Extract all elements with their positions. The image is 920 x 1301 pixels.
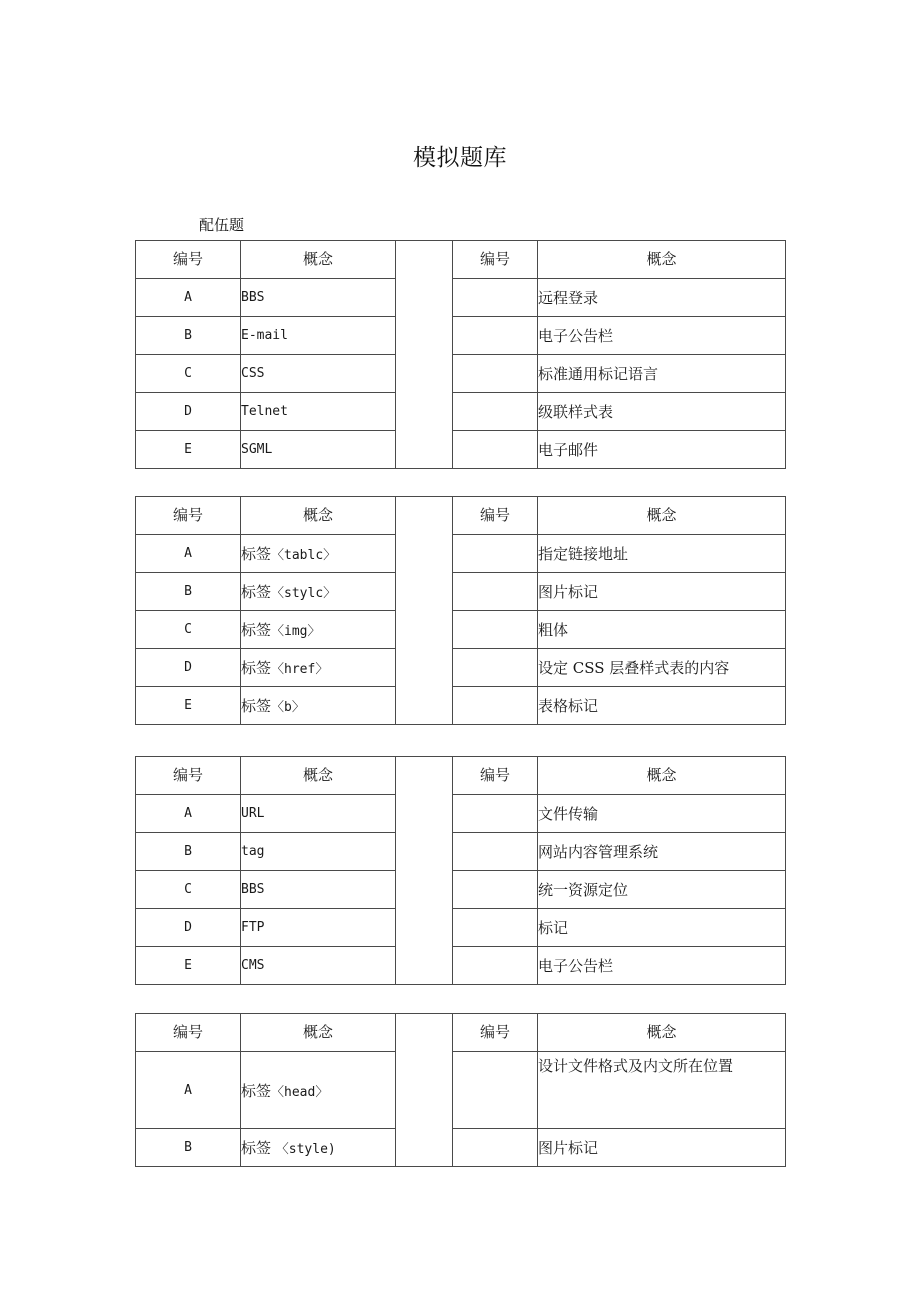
table-header-row	[136, 757, 786, 795]
matching-table-4	[135, 1013, 785, 1167]
header-right-concept: 概念	[538, 757, 786, 795]
header-right-id: 编号	[453, 1014, 538, 1052]
row-answer-id[interactable]	[453, 431, 538, 469]
row-concept: tag	[241, 833, 396, 871]
row-concept	[241, 687, 396, 725]
spacer-column	[396, 757, 453, 985]
row-answer: 指定链接地址	[538, 535, 786, 573]
row-answer-id[interactable]	[453, 947, 538, 985]
row-answer: 图片标记	[538, 1129, 786, 1167]
row-answer: 电子公告栏	[538, 317, 786, 355]
row-concept-tag: 〈style)	[275, 1142, 336, 1157]
section-label: 配伍题	[199, 216, 245, 234]
spacer-column	[396, 497, 453, 725]
header-left-id: 编号	[136, 241, 241, 279]
spacer-column	[396, 241, 453, 469]
row-id: D	[136, 649, 241, 687]
row-id: A	[136, 1052, 241, 1129]
header-right-concept: 概念	[538, 241, 786, 279]
header-right-concept: 概念	[538, 497, 786, 535]
row-concept	[241, 1052, 396, 1129]
row-concept-tag: 〈tablc〉	[271, 548, 337, 563]
table-row	[136, 535, 786, 573]
table-row	[136, 317, 786, 355]
row-answer: 网站内容管理系统	[538, 833, 786, 871]
row-id: A	[136, 795, 241, 833]
row-concept	[241, 535, 396, 573]
row-id: C	[136, 871, 241, 909]
row-id: B	[136, 317, 241, 355]
row-concept: SGML	[241, 431, 396, 469]
row-answer-id[interactable]	[453, 833, 538, 871]
header-right-id: 编号	[453, 241, 538, 279]
row-concept: E-mail	[241, 317, 396, 355]
table-row	[136, 687, 786, 725]
row-answer-id[interactable]	[453, 909, 538, 947]
table-row	[136, 1052, 786, 1129]
table-row	[136, 649, 786, 687]
table-header-row	[136, 497, 786, 535]
table-row	[136, 611, 786, 649]
spacer-column	[396, 1014, 453, 1167]
header-left-concept: 概念	[241, 757, 396, 795]
row-answer-id[interactable]	[453, 1052, 538, 1129]
table-row	[136, 1129, 786, 1167]
row-concept: Telnet	[241, 393, 396, 431]
row-id: C	[136, 355, 241, 393]
table-row	[136, 355, 786, 393]
row-concept	[241, 611, 396, 649]
table-header-row	[136, 1014, 786, 1052]
row-concept-tag: 〈head〉	[271, 1084, 329, 1100]
row-id: E	[136, 431, 241, 469]
row-concept-cjk: 标签	[241, 583, 272, 601]
row-concept: CSS	[241, 355, 396, 393]
header-left-id: 编号	[136, 757, 241, 795]
row-answer-id[interactable]	[453, 871, 538, 909]
row-id: E	[136, 947, 241, 985]
table	[135, 756, 786, 985]
table-row	[136, 795, 786, 833]
row-answer-id[interactable]	[453, 687, 538, 725]
row-answer: 级联样式表	[538, 393, 786, 431]
row-id: D	[136, 393, 241, 431]
row-concept-cjk: 标签	[241, 659, 272, 677]
page-title: 模拟题库	[413, 145, 507, 171]
table-row	[136, 393, 786, 431]
header-right-id: 编号	[453, 757, 538, 795]
header-left-concept: 概念	[241, 241, 396, 279]
row-answer: 表格标记	[538, 687, 786, 725]
row-answer-id[interactable]	[453, 535, 538, 573]
header-left-concept: 概念	[241, 1014, 396, 1052]
row-answer-id[interactable]	[453, 611, 538, 649]
table	[135, 496, 786, 725]
row-id: B	[136, 1129, 241, 1167]
row-id: C	[136, 611, 241, 649]
row-concept	[241, 649, 396, 687]
row-answer: 图片标记	[538, 573, 786, 611]
row-concept-tag: 〈img〉	[271, 624, 321, 639]
row-answer: 标准通用标记语言	[538, 355, 786, 393]
table-row	[136, 947, 786, 985]
row-id: A	[136, 535, 241, 573]
table	[135, 1013, 786, 1167]
header-left-id: 编号	[136, 497, 241, 535]
row-answer: 设计文件格式及内文所在位置	[538, 1052, 786, 1129]
row-id: E	[136, 687, 241, 725]
row-answer-id[interactable]	[453, 795, 538, 833]
header-right-concept: 概念	[538, 1014, 786, 1052]
row-concept-cjk: 标签	[241, 545, 272, 563]
row-answer: 设定 CSS 层叠样式表的内容	[538, 649, 786, 687]
row-concept: URL	[241, 795, 396, 833]
row-concept-tag: 〈href〉	[271, 662, 329, 677]
row-answer: 统一资源定位	[538, 871, 786, 909]
row-answer-id[interactable]	[453, 573, 538, 611]
row-concept-cjk: 标签	[241, 1139, 276, 1157]
header-left-concept: 概念	[241, 497, 396, 535]
header-right-id: 编号	[453, 497, 538, 535]
table-header-row	[136, 241, 786, 279]
row-answer: 电子公告栏	[538, 947, 786, 985]
row-concept-cjk: 标签	[241, 1081, 272, 1100]
row-answer-id[interactable]	[453, 1129, 538, 1167]
row-answer-id[interactable]	[453, 393, 538, 431]
row-concept-tag: 〈b〉	[271, 700, 305, 715]
row-concept-cjk: 标签	[241, 697, 272, 715]
row-concept: FTP	[241, 909, 396, 947]
row-answer-id[interactable]	[453, 649, 538, 687]
row-answer-id[interactable]	[453, 279, 538, 317]
row-answer-id[interactable]	[453, 355, 538, 393]
table-row	[136, 909, 786, 947]
row-answer-id[interactable]	[453, 317, 538, 355]
row-concept: BBS	[241, 871, 396, 909]
row-concept: CMS	[241, 947, 396, 985]
table-row	[136, 871, 786, 909]
table	[135, 240, 786, 469]
row-concept	[241, 1129, 396, 1167]
row-answer: 标记	[538, 909, 786, 947]
row-answer: 粗体	[538, 611, 786, 649]
row-id: D	[136, 909, 241, 947]
row-answer: 电子邮件	[538, 431, 786, 469]
matching-table-1	[135, 240, 785, 469]
row-concept: BBS	[241, 279, 396, 317]
row-id: A	[136, 279, 241, 317]
header-left-id: 编号	[136, 1014, 241, 1052]
row-concept	[241, 573, 396, 611]
table-row	[136, 279, 786, 317]
table-row	[136, 833, 786, 871]
row-concept-tag: 〈stylc〉	[271, 586, 337, 601]
matching-table-3	[135, 756, 785, 985]
row-id: B	[136, 833, 241, 871]
table-row	[136, 573, 786, 611]
table-row	[136, 431, 786, 469]
row-answer: 远程登录	[538, 279, 786, 317]
row-id: B	[136, 573, 241, 611]
matching-table-2	[135, 496, 785, 725]
row-answer: 文件传输	[538, 795, 786, 833]
row-concept-cjk: 标签	[241, 621, 272, 639]
